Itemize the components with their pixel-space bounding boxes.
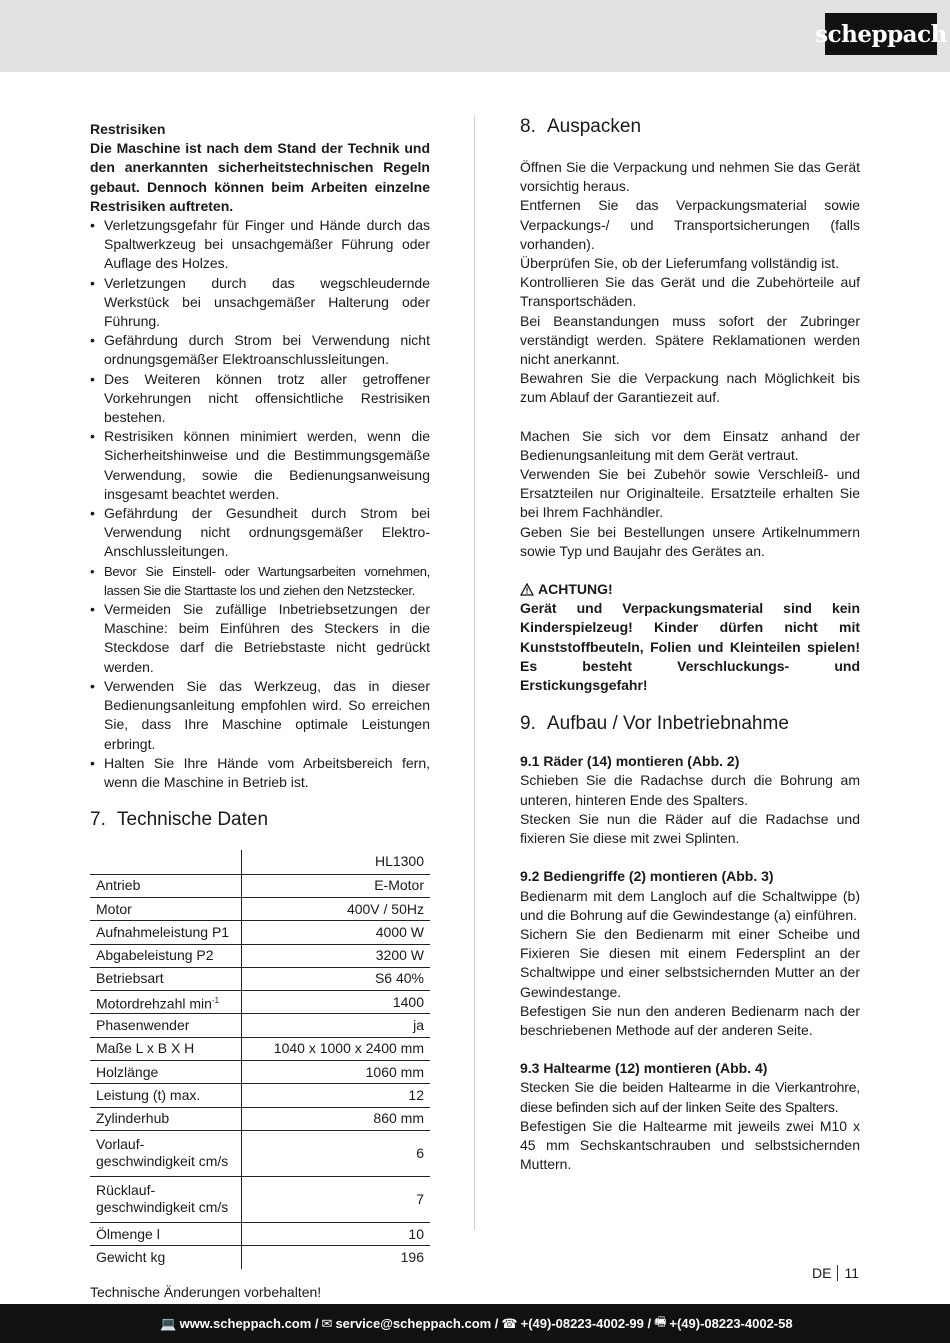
table-cell-label bbox=[90, 1176, 241, 1222]
paragraph: Stecken Sie die beiden Haltearme in die Vierkantrohre, diese befinden sich auf der linken Seite des Spalters. bbox=[520, 1079, 860, 1115]
table-cell-label: Zylinderhub bbox=[90, 1107, 241, 1130]
table-cell-label: Gewicht kg bbox=[90, 1246, 241, 1269]
risk-intro: Die Maschine ist nach dem Stand der Technik und den anerkannten sicherheitstechnischen Regeln gebaut. Dennoch können beim Arbeiten einzelne Restrisiken auftreten. bbox=[90, 140, 430, 214]
list-item: • Halten Sie Ihre Hände vom Arbeitsbereich fern, wenn die Maschine in Betrieb ist. bbox=[90, 754, 430, 792]
page-number-separator bbox=[837, 1265, 838, 1281]
mail-icon: ✉ bbox=[321, 1315, 333, 1331]
paragraph: Überprüfen Sie, ob der Lieferumfang vollständig ist. bbox=[520, 255, 840, 272]
label-line-1: Rücklauf- bbox=[96, 1182, 156, 1199]
paragraph: Bewahren Sie die Verpackung nach Möglichkeit bis zum Ablauf der Garantiezeit auf. bbox=[520, 370, 860, 406]
footer-fax: +(49)-08223-4002-58 bbox=[669, 1316, 793, 1331]
table-cell-label: Maße L x B X H bbox=[90, 1037, 241, 1060]
paragraph: Bei Beanstandungen muss sofort der Zubringer verständigt werden. Spätere Reklamationen werden nicht anerkannt. bbox=[520, 312, 860, 368]
list-item: • Des Weiteren können trotz aller getroffener Vorkehrungen nicht offensichtliche Restrisiken bestehen. bbox=[90, 370, 430, 428]
table-cell-value: E-Motor bbox=[241, 874, 430, 897]
table-cell-label: Motor bbox=[90, 897, 241, 920]
table-cell-value: 196 bbox=[400, 1249, 424, 1266]
footer-phone: +(49)-08223-4002-99 / bbox=[520, 1316, 652, 1331]
table-cell-value: 6 bbox=[241, 1130, 430, 1176]
table-cell-value: 7 bbox=[241, 1176, 430, 1222]
phone-icon: ☎ bbox=[501, 1315, 518, 1331]
section-title: Aufbau / Vor Inbetriebnahme bbox=[547, 713, 789, 735]
section-heading-assembly bbox=[520, 712, 860, 736]
table-cell-value: 860 mm bbox=[241, 1107, 430, 1130]
table-cell-label bbox=[90, 991, 241, 1014]
table-cell-value: ja bbox=[241, 1014, 430, 1037]
table-row bbox=[90, 1037, 430, 1060]
section-title: Auspacken bbox=[547, 116, 642, 137]
table-row bbox=[90, 850, 430, 874]
list-item: • Verwenden Sie das Werkzeug, das in dieser Bedienungsanleitung empfohlen wird. So erreichen Sie, dass Ihre Maschine optimale Leistungen erbringt. bbox=[90, 677, 430, 754]
paragraph: Verwenden Sie bei Zubehör sowie Verschleiß- und Ersatzteilen nur Originalteile. Ersatzteile erhalten Sie bei Ihrem Fachhändler. bbox=[520, 466, 860, 521]
table-cell-value: 400V / 50Hz bbox=[241, 897, 430, 920]
table-cell-label: Leistung (t) max. bbox=[90, 1084, 241, 1107]
label-line-2: geschwindigkeit cm/s bbox=[96, 1153, 229, 1170]
table-row bbox=[90, 1176, 430, 1222]
paragraph: Sichern Sie den Bedienarm mit einer Scheibe und Fixieren Sie diesen mit einem Federsplint an der Schaltwippe und einer selbstsichernden Mutter an der Gewindestange. bbox=[520, 925, 860, 1000]
list-item: • Verletzungen durch das wegschleudernde Werkstück bei unsachgemäßer Halterung oder Führung. bbox=[90, 274, 430, 332]
table-row bbox=[90, 1130, 430, 1176]
table-row bbox=[90, 991, 430, 1014]
table-row bbox=[90, 1014, 430, 1037]
list-item: • Gefährdung der Gesundheit durch Strom bei Verwendung nicht ordnungsgemäßer Elektro-Anschlussleitungen. bbox=[90, 504, 430, 562]
subsection-title: 9.3 Haltearme (12) montieren (Abb. 4) bbox=[520, 1060, 768, 1077]
table-cell-label: Betriebsart bbox=[90, 967, 241, 990]
table-row bbox=[90, 921, 430, 944]
technical-note: Technische Änderungen vorbehalten! bbox=[90, 1283, 322, 1300]
section-number: 9. bbox=[520, 713, 536, 735]
table-cell-value: 10 bbox=[241, 1222, 430, 1245]
table-cell-value: 4000 W bbox=[241, 921, 430, 944]
scheppach-logo: scheppach bbox=[825, 13, 937, 55]
table-cell-label: Abgabeleistung P2 bbox=[90, 944, 241, 967]
table-row bbox=[90, 1222, 430, 1245]
paragraph: Kontrollieren Sie das Gerät und die Zubehörteile auf Transportschäden. bbox=[520, 274, 860, 310]
label-line-2: geschwindigkeit cm/s bbox=[96, 1199, 229, 1216]
table-cell-label: Aufnahmeleistung P1 bbox=[90, 921, 241, 944]
table-cell-value: 1040 x 1000 x 2400 mm bbox=[241, 1037, 430, 1060]
table-header-empty bbox=[90, 850, 241, 874]
section-number: 7. bbox=[90, 809, 106, 831]
paragraph: Bedienarm mit dem Langloch auf die Schaltwippe (b) und die Bohrung auf die Gewindestange (a) einführen. bbox=[520, 887, 860, 923]
warning-heading bbox=[520, 580, 860, 599]
subsection-title: 9.2 Bediengriffe (2) montieren (Abb. 3) bbox=[520, 868, 774, 885]
paragraph: Befestigen Sie die Haltearme mit jeweils zwei M10 x 45 mm Sechskantschrauben und selbstsichernden Muttern. bbox=[520, 1117, 860, 1173]
risk-list bbox=[90, 216, 430, 792]
table-cell-value: 1060 mm bbox=[241, 1060, 430, 1083]
table-cell-label bbox=[90, 1130, 241, 1176]
table-row bbox=[90, 897, 430, 920]
paragraph: Öffnen Sie die Verpackung und nehmen Sie das Gerät vorsichtig heraus. bbox=[520, 159, 860, 195]
computer-icon: 💻 bbox=[160, 1315, 177, 1331]
table-row bbox=[90, 1060, 430, 1083]
page-number-value: 11 bbox=[844, 1265, 859, 1281]
list-item: • Vermeiden Sie zufällige Inbetriebsetzungen der Maschine: beim Einführen des Steckers in die Steckdose darf die Betriebstaste nicht gedrückt werden. bbox=[90, 600, 430, 677]
table-row bbox=[90, 944, 430, 967]
paragraph: Schieben Sie die Radachse durch die Bohrung am unteren, hinteren Ende des Spalters. bbox=[520, 772, 860, 808]
paragraph: Machen Sie sich vor dem Einsatz anhand der Bedienungsanleitung mit dem Gerät vertraut. bbox=[520, 427, 860, 463]
paragraph: Geben Sie bei Bestellungen unsere Artikelnummern sowie Typ und Baujahr des Gerätes an. bbox=[520, 523, 860, 559]
label-text: Motordrehzahl min bbox=[96, 995, 212, 1012]
table-cell-label: Antrieb bbox=[90, 874, 241, 897]
page-number bbox=[812, 1265, 859, 1281]
table-cell-value: 1400 bbox=[241, 991, 430, 1014]
table-cell-label: Phasenwender bbox=[90, 1014, 241, 1037]
table-header-model: HL1300 bbox=[241, 850, 430, 874]
technical-data-table bbox=[90, 850, 430, 1269]
section-title: Technische Daten bbox=[117, 809, 269, 831]
right-column bbox=[520, 115, 860, 1174]
table-cell-value: 3200 W bbox=[241, 944, 430, 967]
section-heading-technical-data bbox=[90, 808, 430, 832]
table-row bbox=[90, 1084, 430, 1107]
paragraph: Entfernen Sie das Verpackungsmaterial sowie Verpackungs-/ und Transportsicherungen (falls vorhanden). bbox=[520, 197, 860, 252]
fax-icon: 🖷 bbox=[654, 1313, 667, 1329]
subsection-title: 9.1 Räder (14) montieren (Abb. 2) bbox=[520, 753, 740, 770]
table-cell-label: Holzlänge bbox=[90, 1060, 241, 1083]
section-heading-unpacking bbox=[520, 115, 860, 139]
list-item: • Verletzungsgefahr für Finger und Hände durch das Spaltwerkzeug bei unsachgemäßer Führung oder Auflage des Holzes. bbox=[90, 216, 430, 274]
warning-text: Gerät und Verpackungsmaterial sind kein Kinderspielzeug! Kinder dürfen nicht mit Kunststoffbeuteln, Folien und Kleinteilen spielen! Es besteht Verschluckungs- und Erstickungsgefahr! bbox=[520, 600, 860, 694]
table-cell-label: Ölmenge l bbox=[90, 1222, 241, 1245]
risk-title: Restrisiken bbox=[90, 121, 166, 137]
list-item: • Bevor Sie Einstell- oder Wartungsarbeiten vornehmen, lassen Sie die Starttaste los und ziehen den Netzstecker. bbox=[90, 562, 430, 600]
table-row bbox=[90, 1107, 430, 1130]
table-cell-value: S6 40% bbox=[241, 967, 430, 990]
column-divider bbox=[474, 115, 475, 1230]
label-superscript: -1 bbox=[211, 995, 220, 1005]
warning-triangle-icon bbox=[520, 583, 534, 596]
table-row bbox=[90, 874, 430, 897]
list-item: • Restrisiken können minimiert werden, wenn die Sicherheitshinweise und die Bestimmungsgemäße Verwendung, sowie die Bedienungsanweisung insgesamt beachtet werden. bbox=[90, 427, 430, 504]
list-item: • Gefährdung durch Strom bei Verwendung nicht ordnungsgemäßer Elektroanschlussleitungen. bbox=[90, 331, 430, 369]
paragraph: Stecken Sie nun die Räder auf die Radachse und fixieren Sie diese mit zwei Splinten. bbox=[520, 810, 860, 847]
footer-email: service@scheppach.com / bbox=[335, 1316, 499, 1331]
paragraph: Befestigen Sie nun den anderen Bedienarm nach der beschriebenen Methode auf der anderen Seite. bbox=[520, 1002, 860, 1038]
warning-title: ACHTUNG! bbox=[538, 581, 613, 598]
footer-website: www.scheppach.com / bbox=[179, 1316, 319, 1331]
left-column bbox=[90, 120, 430, 1302]
section-number: 8. bbox=[520, 116, 536, 137]
table-row bbox=[90, 967, 430, 990]
table-cell-value: 12 bbox=[241, 1084, 430, 1107]
label-line-1: Vorlauf- bbox=[96, 1136, 145, 1153]
table-row bbox=[90, 1246, 430, 1269]
header-bar bbox=[0, 0, 950, 72]
language-code: DE bbox=[812, 1265, 832, 1281]
footer-bar bbox=[0, 1304, 950, 1343]
